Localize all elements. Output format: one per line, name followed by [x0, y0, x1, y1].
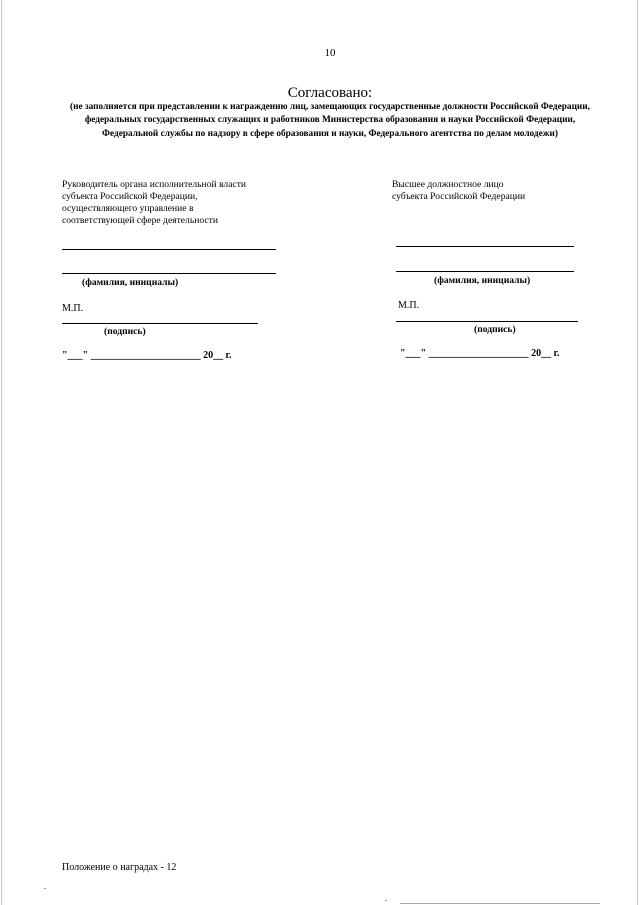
left-name-label: (фамилия, инициалы): [82, 277, 179, 288]
scan-speck: [44, 888, 46, 889]
right-signature-line: [396, 321, 578, 322]
left-title-line: осуществляющего управление в: [62, 203, 194, 214]
footer-document-ref: Положение о наградах - 12: [62, 862, 177, 873]
right-stamp-mark: М.П.: [398, 300, 420, 311]
approval-heading: Согласовано:: [287, 85, 373, 101]
left-title-line: соответствующей сфере деятельности: [62, 215, 218, 226]
scan-bottom-mark: [400, 903, 600, 904]
right-position-line: [396, 246, 574, 247]
left-position-line: [62, 249, 276, 250]
right-title-line: субъекта Российской Федерации: [392, 191, 526, 202]
right-signature-label: (подпись): [474, 324, 516, 335]
scan-edge-right: [637, 0, 638, 905]
left-signatory-title: [62, 179, 322, 227]
left-title-line: субъекта Российской Федерации,: [62, 191, 198, 202]
approval-note: (не заполняется при представлении к награждению лиц, замещающих государственные должности Российской Федерации, федеральных государственных служащих и работников Министерства образования и науки Российской Федерации, Федеральной службы по надзору в сфере образования и науки, Федерального агентства по делам молодежи): [70, 102, 590, 139]
left-date-field: "___" ______________________ 20__ г.: [62, 350, 232, 361]
right-date-field: "___" ____________________ 20__ г.: [400, 348, 560, 359]
left-title-line: Руководитель органа исполнительной власти: [62, 179, 247, 190]
left-name-line: [62, 273, 276, 274]
left-stamp-mark: М.П.: [62, 303, 84, 314]
right-title-line: Высшее должностное лицо: [392, 179, 504, 190]
page-number: 10: [324, 47, 336, 59]
right-signatory-title: [392, 179, 602, 203]
left-signature-line: [62, 323, 258, 324]
right-name-label: (фамилия, инициалы): [434, 275, 531, 286]
scan-edge-left: [1, 0, 2, 905]
right-name-line: [396, 271, 574, 272]
scan-speck: [385, 900, 387, 901]
left-signature-label: (подпись): [104, 326, 146, 337]
